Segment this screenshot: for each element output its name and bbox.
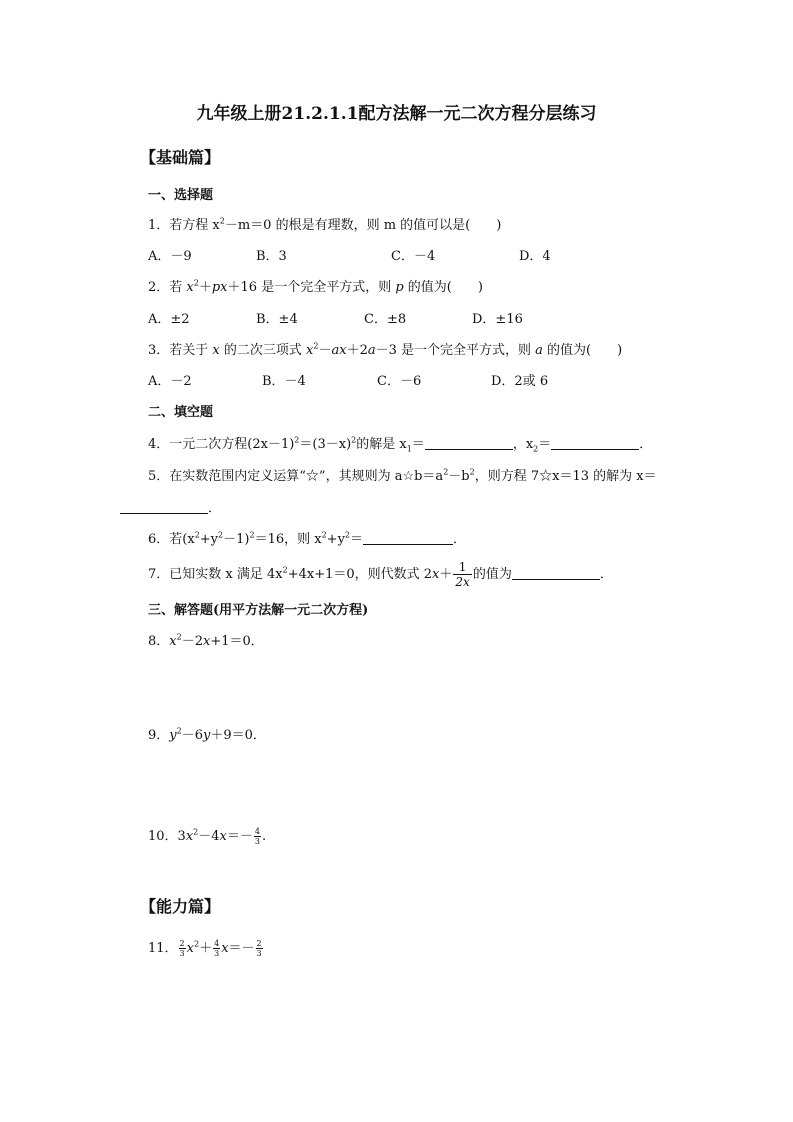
- fraction: $\frac{4}{3}$: [214, 939, 220, 958]
- question-3-options: [148, 372, 648, 392]
- fraction: $\frac{2}{3}$: [179, 939, 185, 958]
- question-1: 1．若方程 $x^2-m=0$ 的根是有理数，则 m 的值可以是( ): [148, 216, 502, 233]
- answer-blank[interactable]: [425, 435, 513, 450]
- option-b: B．－4: [262, 374, 306, 389]
- page-title: 九年级上册21.2.1.1配方法解一元二次方程分层练习: [196, 104, 597, 124]
- answer-blank[interactable]: [551, 435, 639, 450]
- section-basic: 【基础篇】: [140, 148, 221, 167]
- fraction: $\frac{1}{2x}$: [455, 560, 470, 589]
- option-d: D．4: [519, 249, 551, 264]
- option-a: A．－2: [148, 374, 192, 389]
- question-2-options: [148, 310, 648, 330]
- answer-blank[interactable]: [120, 499, 208, 514]
- question-3: 3．若关于 x 的二次三项式 $x^2-ax+2a-3$ 是一个完全平方式，则 a 的值为( ): [148, 341, 623, 358]
- question-5-answer-line: ．: [120, 499, 221, 519]
- option-d: D．±16: [472, 312, 523, 327]
- question-4: 4．一元二次方程$(2x-1)^2=(3-x)^2$的解是 $x_1=$ ，$x_2=$ ．: [148, 435, 653, 454]
- fraction: $\frac{2}{3}$: [256, 939, 262, 958]
- option-a: A．－9: [148, 249, 192, 264]
- question-10: 10．$3x^2-4x=-$ $\frac{4}{3}$ .: [148, 827, 267, 846]
- option-b: B．±4: [256, 312, 298, 327]
- option-c: C．－6: [377, 374, 422, 389]
- option-b: B．3: [256, 249, 287, 264]
- option-c: C．±8: [364, 312, 407, 327]
- question-8: 8．$x^2-2x+1=0$．: [148, 632, 264, 649]
- question-2: 2．若 $x^2+px+16$ 是一个完全平方式，则 p 的值为( ): [148, 278, 483, 295]
- question-9: 9．$y^2-6y+9=0$．: [148, 726, 266, 743]
- option-a: A．±2: [148, 312, 190, 327]
- section-ability: 【能力篇】: [140, 897, 221, 916]
- question-7: 7．已知实数 x 满足 $4x^2+4x+1=0$，则代数式 2x＋ $\frac{1}{2x}$ 的值为 ．: [148, 560, 613, 589]
- question-6: 6．若$(x^2+y^2-1)^2=16$，则 $x^2+y^2=$ ．: [148, 530, 467, 547]
- option-c: C．－4: [391, 249, 436, 264]
- subsection-solve: 三、解答题(用平方法解一元二次方程): [148, 603, 369, 618]
- subsection-fill: 二、填空题: [148, 405, 214, 420]
- option-d: D．2或 6: [491, 374, 549, 389]
- question-11: 11． $\frac{2}{3}$ $x^2+$ $\frac{4}{3}$ x＝－ $\frac{2}{3}$: [148, 939, 262, 958]
- answer-blank[interactable]: [512, 565, 600, 580]
- fraction: $\frac{4}{3}$: [254, 827, 260, 846]
- question-5: 5．在实数范围内定义运算“☆”，其规则为 $a☆b=a^2-b^2$，则方程 7☆x＝13 的解为 x＝: [148, 467, 657, 484]
- answer-blank[interactable]: [363, 530, 453, 545]
- subsection-choice: 一、选择题: [148, 188, 214, 203]
- question-1-options: [148, 247, 648, 267]
